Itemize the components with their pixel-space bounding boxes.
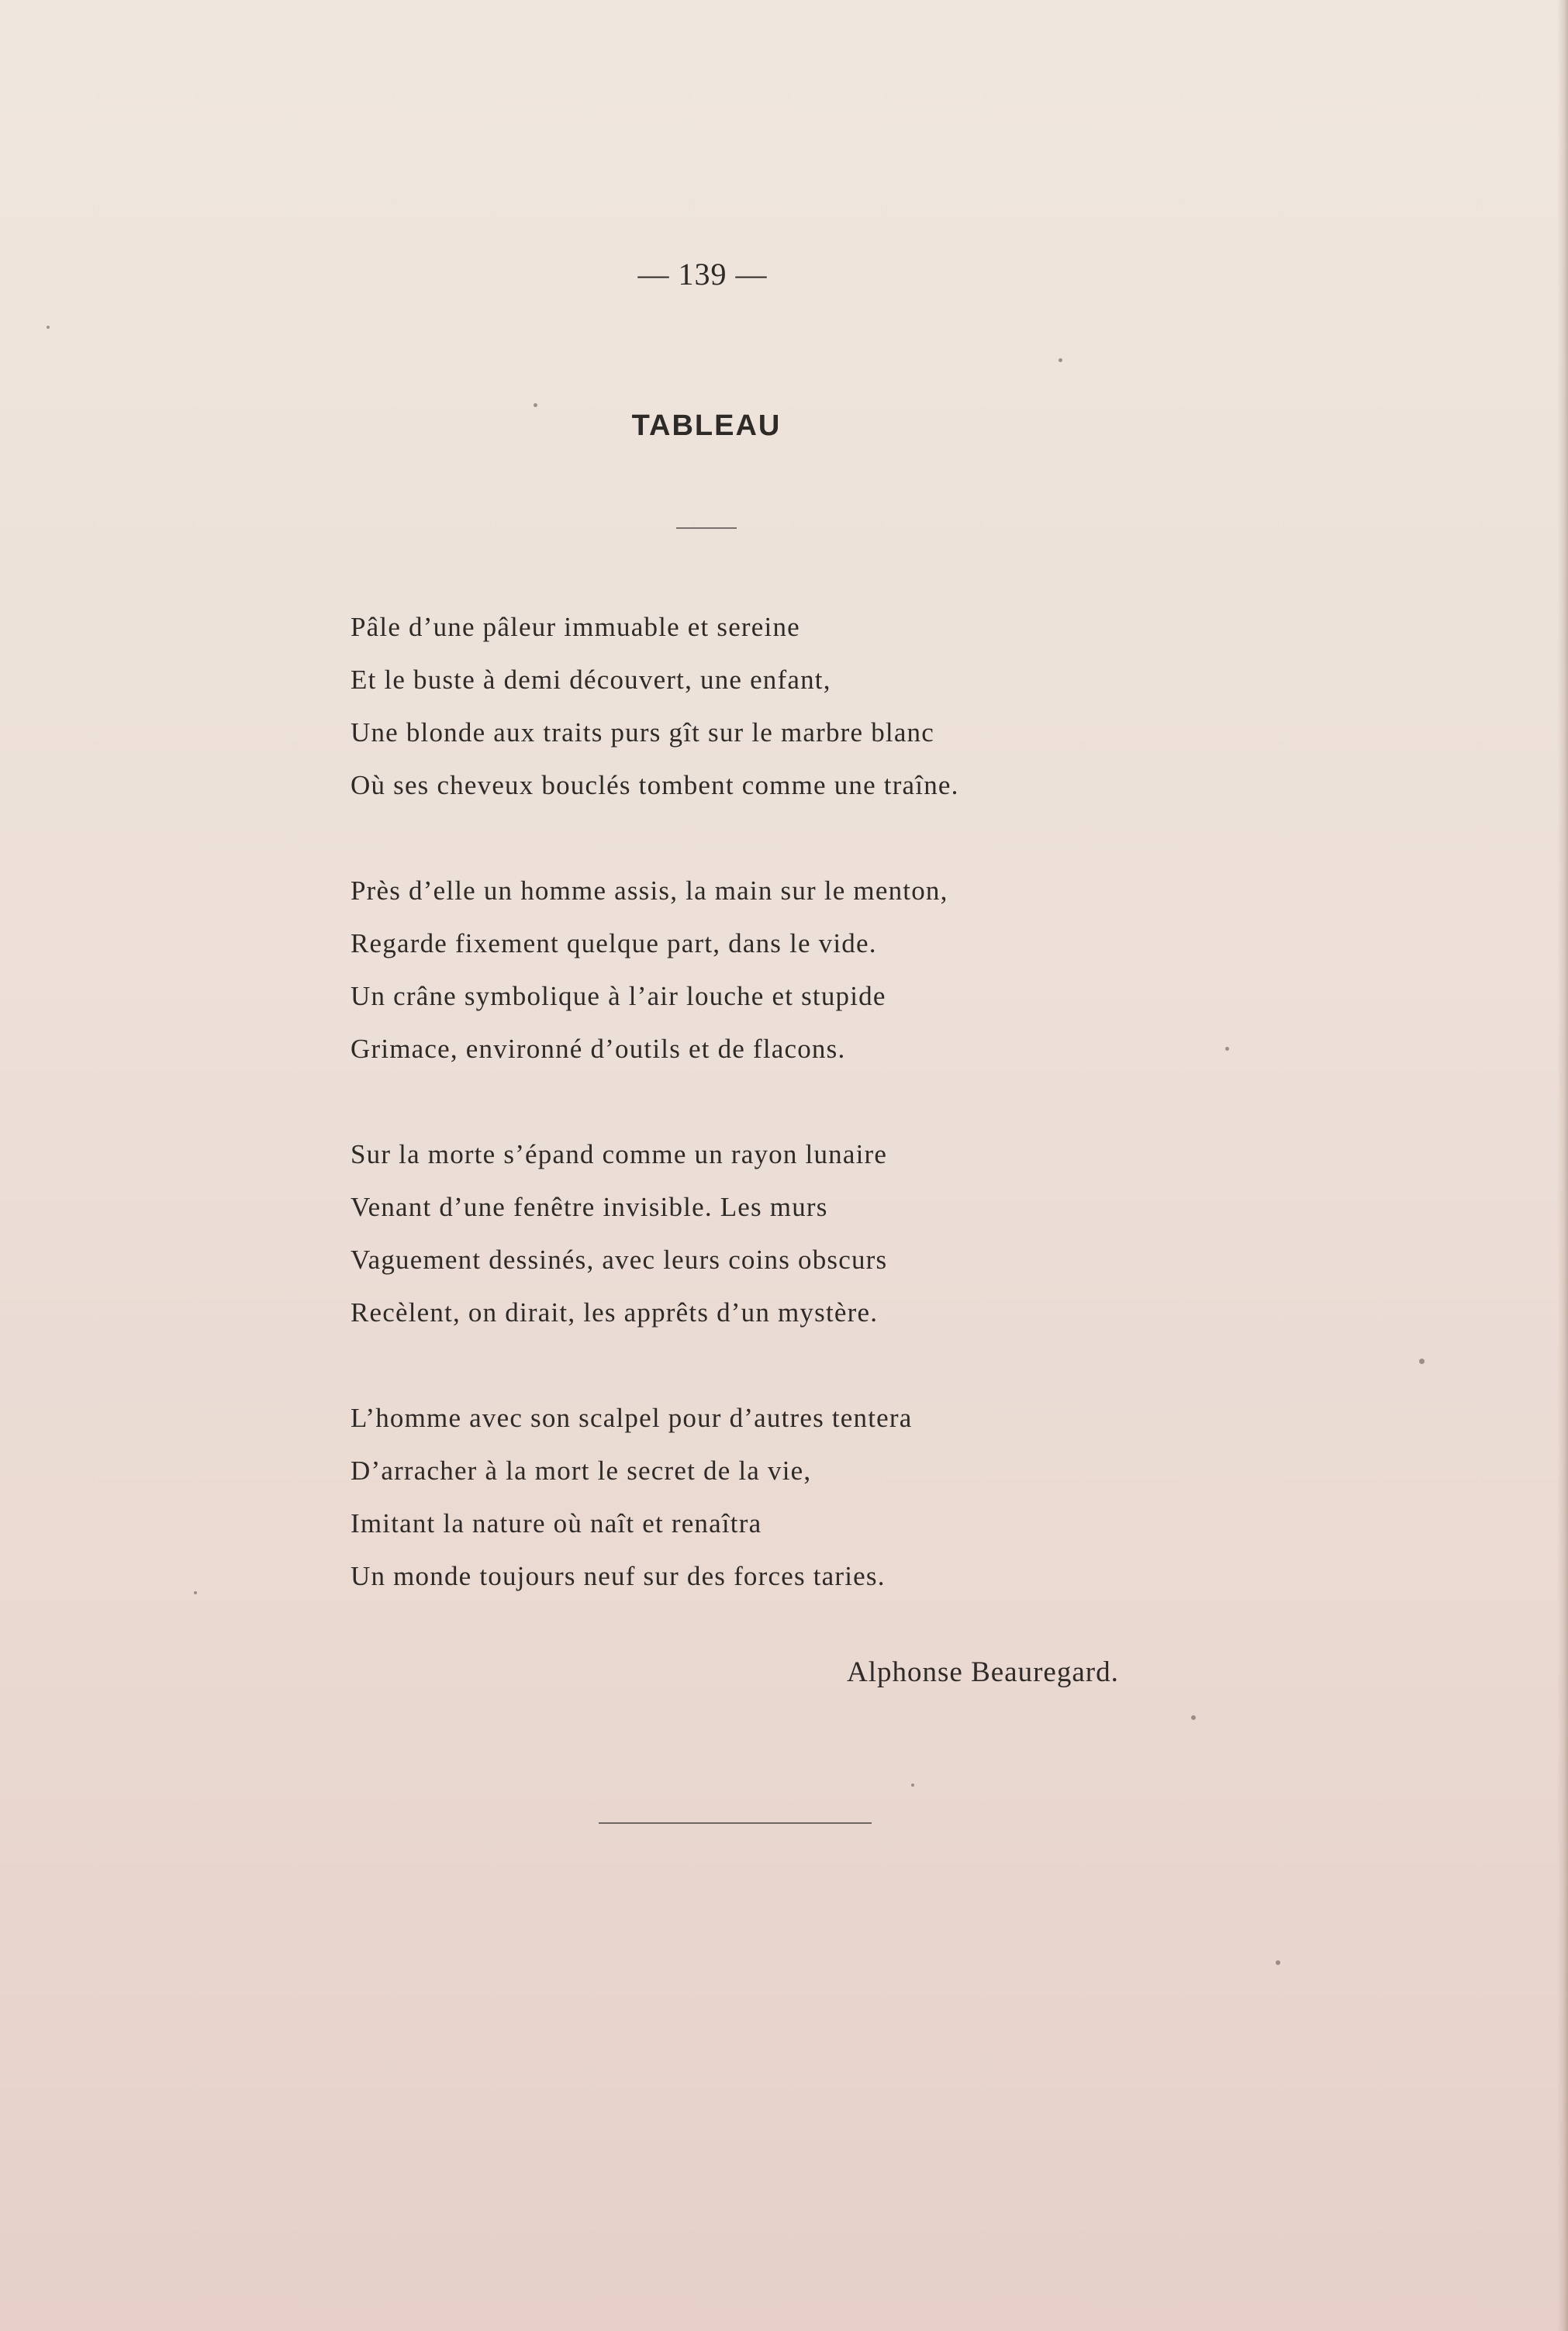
paper-speck [47,326,50,329]
poem-title: TABLEAU [631,409,782,442]
paper-speck [534,403,537,407]
paper-speck [1225,1047,1229,1051]
stanza-4 [351,1392,1204,1603]
poem-body [351,601,1204,1656]
verse-line: Grimace, environné d’outils et de flacons. [351,1034,846,1064]
verse-line: Près d’elle un homme assis, la main sur le menton, [351,875,948,906]
page-number: — 139 — [637,257,768,292]
verse-line: D’arracher à la mort le secret de la vie, [351,1456,812,1486]
paper-speck [911,1784,914,1787]
verse-line: Vaguement dessinés, avec leurs coins obscurs [351,1245,888,1275]
verse-line: Un monde toujours neuf sur des forces taries. [351,1561,886,1591]
verse-line: Où ses cheveux bouclés tombent comme une traîne. [351,770,959,800]
title-divider [676,527,737,529]
stanza-3 [351,1128,1204,1339]
verse-line: Imitant la nature où naît et renaîtra [351,1508,762,1538]
paper-speck [1419,1359,1425,1364]
verse-line: Recèlent, on dirait, les apprêts d’un mystère. [351,1297,879,1328]
page-edge-shadow [1557,0,1568,2331]
author-signature: Alphonse Beauregard. [847,1656,1119,1688]
paper-speck [194,1591,197,1594]
stanza-1 [351,601,1204,812]
paper-speck [1191,1715,1196,1720]
stanza-2 [351,865,1204,1076]
verse-line: Sur la morte s’épand comme un rayon lunaire [351,1139,888,1169]
verse-line: Et le buste à demi découvert, une enfant, [351,665,831,695]
verse-line: Une blonde aux traits purs gît sur le marbre blanc [351,717,934,748]
paper-speck [1276,1960,1280,1965]
paper-speck [1059,358,1062,362]
verse-line: L’homme avec son scalpel pour d’autres tentera [351,1403,913,1433]
verse-line: Pâle d’une pâleur immuable et sereine [351,612,800,642]
end-divider [599,1822,872,1824]
verse-line: Venant d’une fenêtre invisible. Les murs [351,1192,828,1222]
verse-line: Un crâne symbolique à l’air louche et stupide [351,981,886,1011]
verse-line: Regarde fixement quelque part, dans le vide. [351,928,877,958]
